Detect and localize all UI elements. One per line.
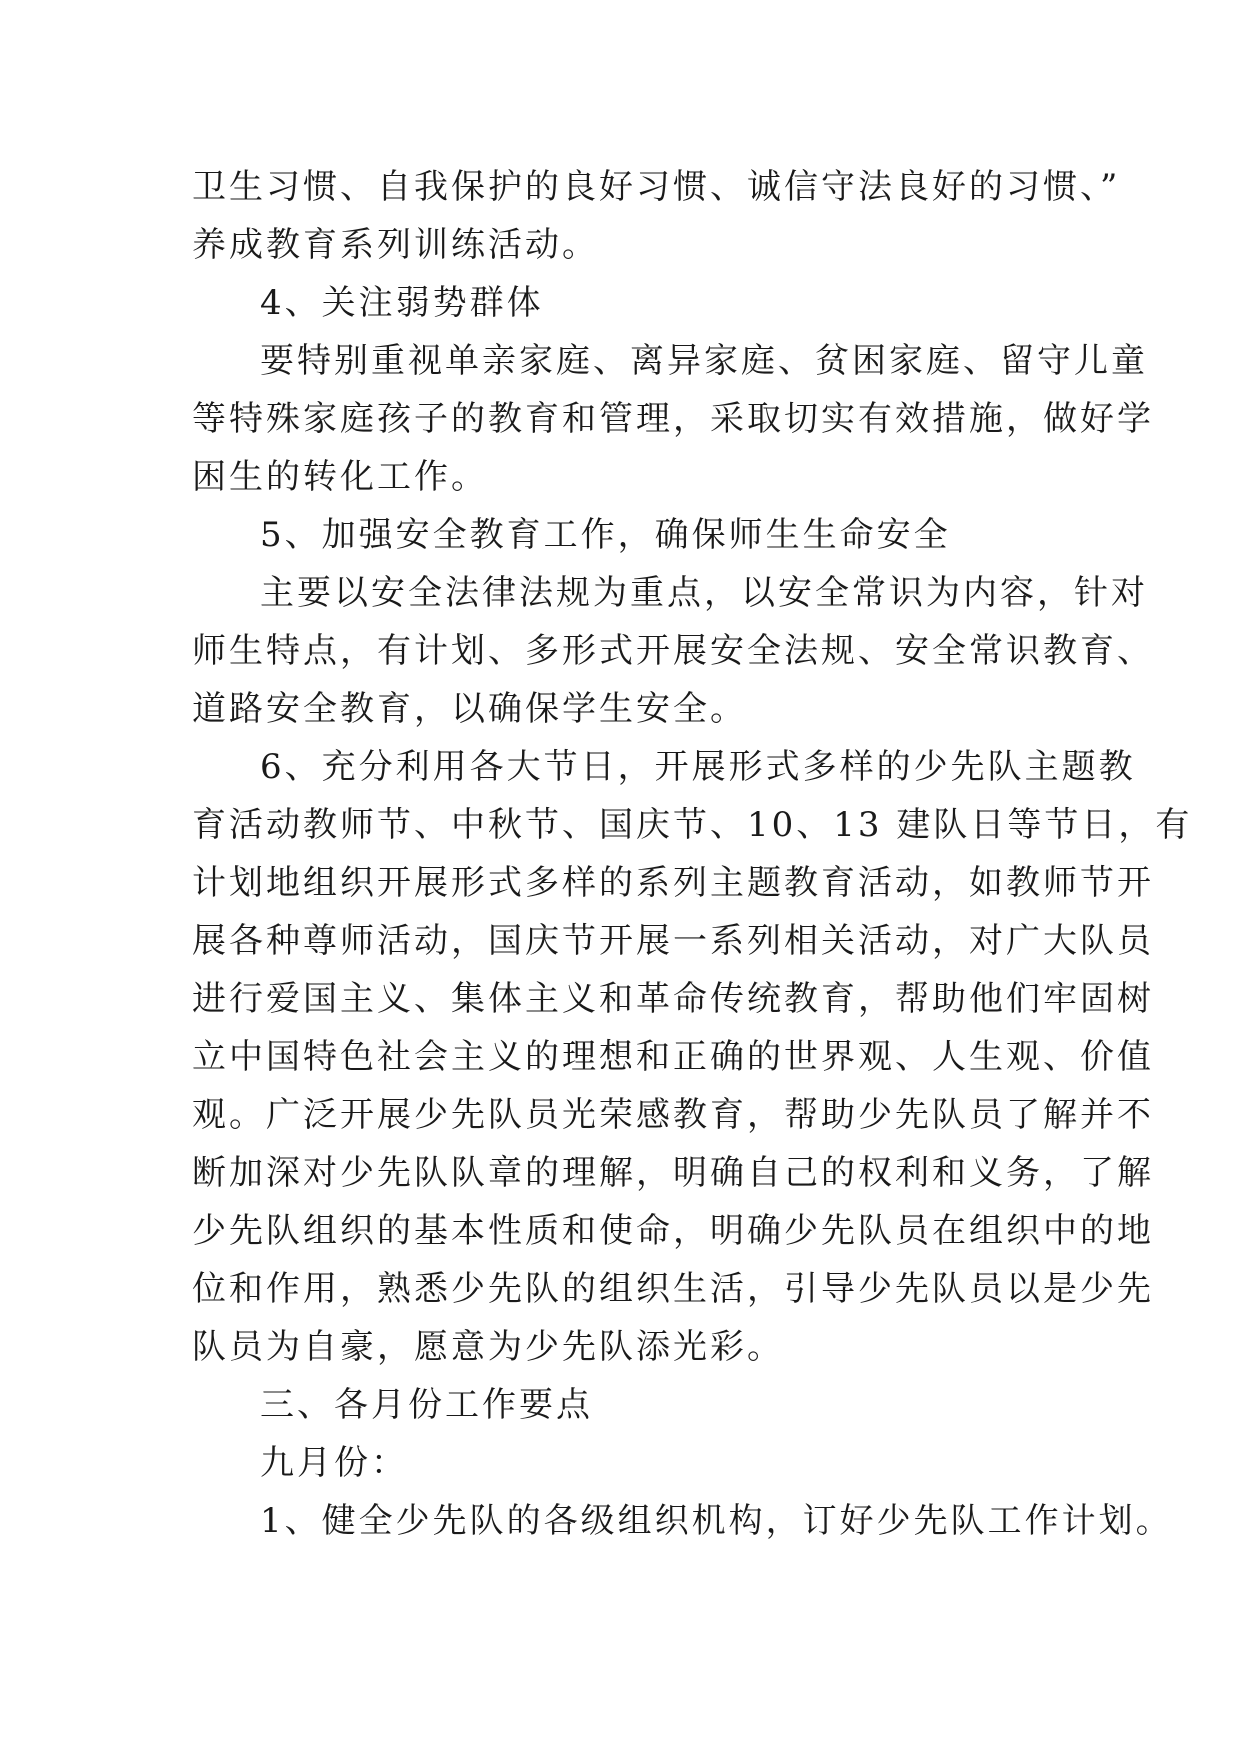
text-line: 队员为自豪，愿意为少先队添光彩。 — [192, 1327, 784, 1367]
text-line: 位和作用，熟悉少先队的组织生活，引导少先队员以是少先 — [192, 1269, 1154, 1309]
section-heading: 4、关注弱势群体 — [260, 283, 544, 323]
text-line: 展各种尊师活动，国庆节开展一系列相关活动，对广大队员 — [192, 921, 1154, 961]
subsection-heading: 九月份： — [260, 1443, 408, 1483]
text-line: 计划地组织开展形式多样的系列主题教育活动，如教师节开 — [192, 863, 1154, 903]
text-line: 断加深对少先队队章的理解，明确自己的权利和义务，了解 — [192, 1153, 1154, 1193]
text-line: 困生的转化工作。 — [192, 457, 488, 497]
text-line: 主要以安全法律法规为重点，以安全常识为内容，针对 — [260, 573, 1148, 613]
text-line: 观。广泛开展少先队员光荣感教育，帮助少先队员了解并不 — [192, 1095, 1154, 1135]
section-heading: 三、各月份工作要点 — [260, 1385, 593, 1425]
text-line: 进行爱国主义、集体主义和革命传统教育，帮助他们牢固树 — [192, 979, 1154, 1019]
text-line: 师生特点，有计划、多形式开展安全法规、安全常识教育、 — [192, 631, 1154, 671]
section-heading: 6、充分利用各大节日，开展形式多样的少先队主题教 — [260, 747, 1136, 787]
text-line: 要特别重视单亲家庭、离异家庭、贫困家庭、留守儿童 — [260, 341, 1148, 381]
text-line: 1、健全少先队的各级组织机构，订好少先队工作计划。 — [260, 1501, 1173, 1541]
text-line: 养成教育系列训练活动。 — [192, 225, 599, 265]
text-line: 育活动教师节、中秋节、国庆节、10、13 建队日等节日，有 — [192, 805, 1193, 845]
section-heading: 5、加强安全教育工作，确保师生生命安全 — [260, 515, 951, 555]
document-page — [192, 158, 1193, 1550]
text-line: 道路安全教育，以确保学生安全。 — [192, 689, 747, 729]
text-line: 立中国特色社会主义的理想和正确的世界观、人生观、价值 — [192, 1037, 1154, 1077]
text-line: 少先队组织的基本性质和使命，明确少先队员在组织中的地 — [192, 1211, 1154, 1251]
text-line: 等特殊家庭孩子的教育和管理，采取切实有效措施，做好学 — [192, 399, 1154, 439]
text-line: 卫生习惯、自我保护的良好习惯、诚信守法良好的习惯、” — [192, 167, 1121, 207]
